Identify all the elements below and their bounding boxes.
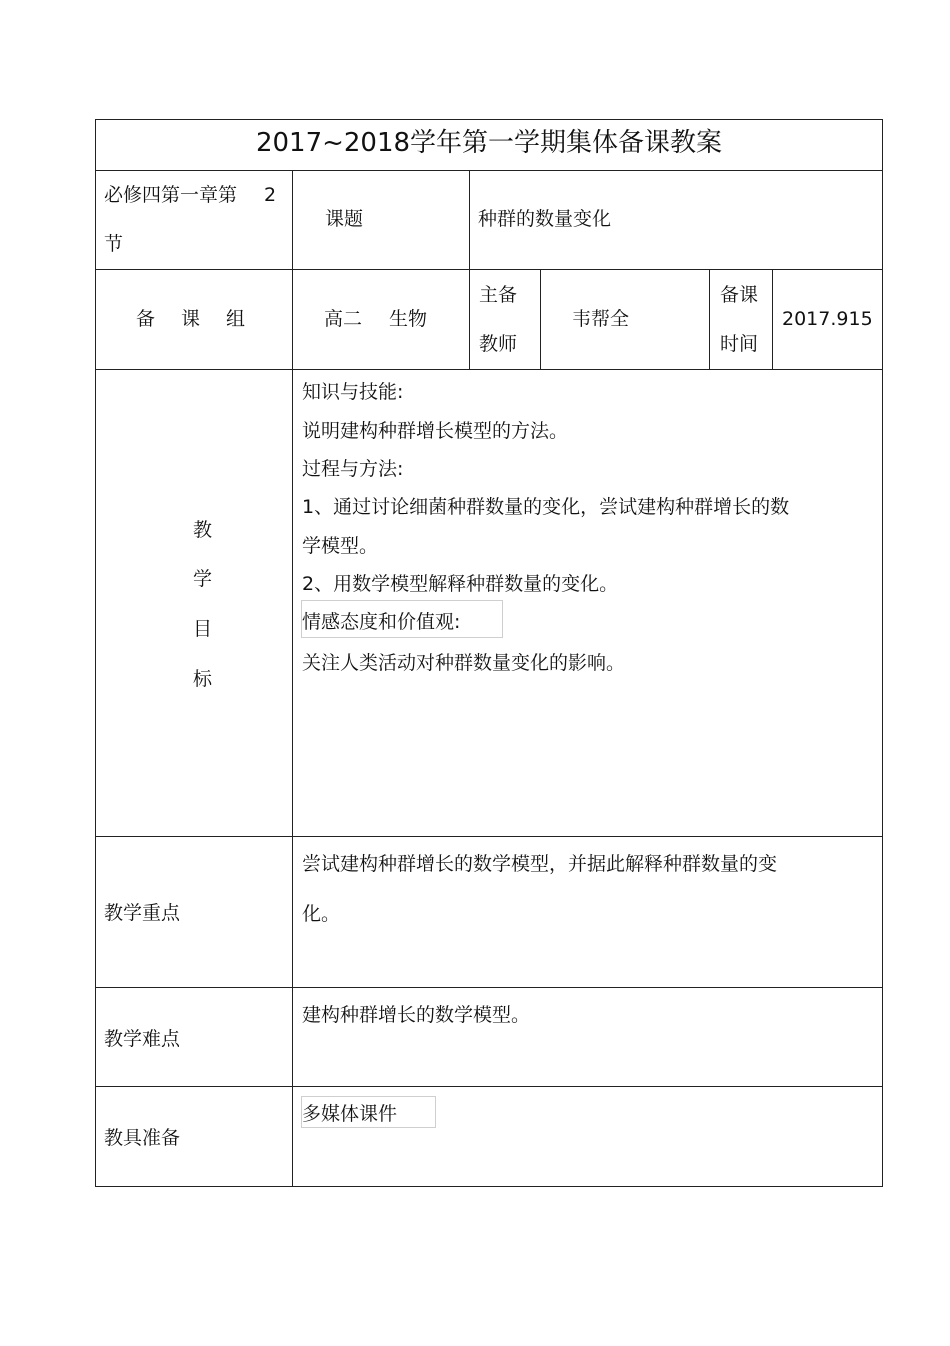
lesson-plan-table	[95, 119, 883, 1187]
materials-text: 多媒体课件	[302, 1103, 398, 1125]
key-points-text: 化。	[302, 903, 341, 925]
objective-line: 关注人类活动对种群数量变化的影响。	[302, 652, 626, 674]
group-grade: 高二	[324, 308, 363, 330]
prep-time-label: 备课	[720, 284, 759, 306]
row-divider	[95, 170, 883, 171]
table-border-right	[882, 119, 883, 1187]
difficulties-label: 教学难点	[104, 1028, 181, 1050]
objectives-label-char: 教	[193, 519, 213, 541]
group-label-char: 备	[136, 308, 156, 330]
page-title: 2017~2018学年第一学期集体备课教案	[255, 128, 723, 158]
objective-line: 2、用数学模型解释种群数量的变化。	[302, 573, 619, 595]
chapter-label-section: 节	[104, 233, 124, 255]
objectives-label-char: 目	[193, 618, 213, 640]
chapter-number: 2	[264, 184, 277, 206]
key-points-label: 教学重点	[104, 902, 181, 924]
objective-heading: 知识与技能:	[302, 381, 404, 403]
row-divider	[95, 269, 883, 270]
row-divider	[95, 987, 883, 988]
row-divider	[95, 836, 883, 837]
group-label-char: 组	[226, 308, 246, 330]
objectives-label-char: 学	[193, 568, 213, 590]
column-divider	[292, 170, 293, 1187]
prep-date: 2017.915	[782, 308, 873, 330]
table-border-left	[95, 119, 96, 1187]
objective-line: 学模型。	[302, 535, 379, 557]
objective-heading: 过程与方法:	[302, 458, 404, 480]
table-border-top	[95, 119, 883, 120]
teacher-label: 教师	[479, 333, 518, 355]
column-divider	[469, 170, 470, 369]
column-divider	[772, 269, 773, 369]
key-points-text: 尝试建构种群增长的数学模型，并据此解释种群数量的变	[302, 853, 778, 875]
column-divider	[540, 269, 541, 369]
objectives-label-char: 标	[193, 668, 213, 690]
topic-label: 课题	[325, 208, 364, 230]
prep-time-label: 时间	[720, 333, 759, 355]
difficulties-text: 建构种群增长的数学模型。	[302, 1004, 531, 1026]
row-divider	[95, 369, 883, 370]
row-divider	[95, 1086, 883, 1087]
column-divider	[709, 269, 710, 369]
materials-label: 教具准备	[104, 1127, 181, 1149]
objective-line: 说明建构种群增长模型的方法。	[302, 420, 569, 442]
group-subject: 生物	[389, 308, 428, 330]
chapter-label: 必修四第一章第	[104, 184, 238, 206]
group-label-char: 课	[181, 308, 201, 330]
table-border-bottom	[95, 1186, 883, 1187]
teacher-label: 主备	[479, 284, 518, 306]
objective-line: 1、通过讨论细菌种群数量的变化，尝试建构种群增长的数	[302, 496, 790, 518]
topic-value: 种群的数量变化	[478, 208, 612, 230]
teacher-name: 韦帮全	[572, 308, 630, 330]
objective-heading: 情感态度和价值观:	[302, 611, 461, 633]
